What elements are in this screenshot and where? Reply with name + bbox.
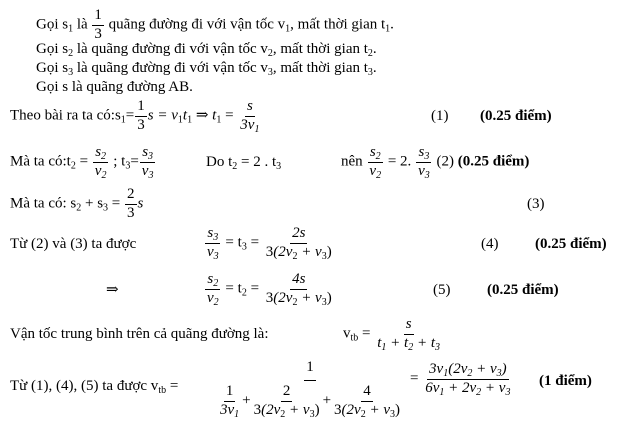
text: 3 [334,401,342,418]
text: = [221,107,238,124]
subscript: 2 [68,48,74,59]
score-final: (1 điểm) [539,373,592,389]
text: = 2 . t [237,154,277,170]
subscript: 2 [241,287,247,299]
text: là quãng đường đi với vận tốc v [73,60,268,76]
subscript: 2 [367,48,373,59]
subscript: 2 [408,341,414,353]
eq-number-5: (5) [433,282,451,298]
subscript: 1 [439,386,445,398]
denominator [238,117,261,134]
text: Theo bài ra ta có:s [10,107,121,124]
numerator: s [404,317,414,335]
subscript: 2 [70,160,76,172]
fraction [252,384,322,419]
subscript: 2 [232,161,238,172]
subscript: 2 [267,48,273,59]
text: = [246,280,263,297]
text: + v [481,379,506,396]
subscript: 1 [443,368,449,379]
text: s [207,225,214,241]
text: Mà ta có: s [10,195,77,212]
text: s [207,271,214,287]
subscript: 2 [101,151,107,162]
text: Do t [206,154,233,170]
text: (2v [261,401,281,418]
text: ) [326,289,332,306]
subscript: 3 [496,368,502,379]
subscript: 3 [367,67,373,78]
denominator [416,163,432,180]
line-10 [343,317,443,352]
line-11-result [410,362,513,397]
text: là [73,16,92,33]
text: Mà ta có:t [10,153,71,170]
subscript: 2 [213,296,219,308]
subscript: 2 [292,250,298,262]
text: = 2. [384,153,416,170]
line-6-nen [341,145,529,180]
score-4: (0.25 điểm) [535,236,607,252]
numerator [416,145,431,163]
score-5: (0.25 điểm) [487,282,559,298]
text: ) [501,361,507,377]
fraction [140,145,156,180]
text: Gọi s là quãng đường AB. [36,79,193,95]
line-8-label: Từ (2) và (3) ta được [10,236,137,252]
text: 3v [220,401,235,418]
eq-number-4: (4) [481,236,499,252]
line-9 [204,272,335,307]
subscript: 3 [505,386,511,398]
line-7 [10,187,143,222]
line-5 [10,99,262,134]
text: = [125,107,135,124]
denominator [205,290,221,307]
subscript: 1 [385,23,391,35]
subscript: 2 [292,296,298,308]
text: . [390,16,394,33]
text: (2v [448,361,468,377]
text: v [94,162,102,179]
denominator [423,380,512,397]
numerator [205,226,220,244]
denominator [264,244,334,261]
fraction [416,145,432,180]
text: = [130,153,139,170]
subscript: 3 [424,151,430,162]
fraction [375,317,442,352]
subscript: 2 [360,408,366,420]
text: v [207,289,214,306]
text: ) [394,401,400,418]
fraction [92,8,104,43]
subscript: 1 [120,114,126,126]
numerator [93,145,108,163]
denominator [93,163,109,180]
subscript: 3 [148,151,154,162]
text: = [75,153,92,170]
subscript: 1 [285,23,291,35]
numerator: 2 [281,384,293,402]
text: v [141,162,149,179]
text: t [212,107,217,124]
numerator: 1 [92,8,104,26]
fraction [367,145,383,180]
subscript: tb [350,332,359,344]
subscript: 3 [213,232,219,243]
text: + v [297,289,322,306]
numerator: 4s [290,272,307,290]
numerator [427,362,509,380]
fraction [93,145,109,180]
denominator [140,163,156,180]
text: + [242,392,251,409]
text: ) [314,401,320,418]
text: 3 [265,243,274,260]
numerator: 1 [224,384,236,402]
numerator: 1 [135,99,147,117]
fraction [125,187,137,222]
text: = [246,234,263,251]
subscript: 3 [68,67,74,78]
denominator: 3 [137,116,145,133]
implies-symbol: ⇒ [195,107,209,124]
score-1: (0.25 điểm) [480,108,552,124]
line-1 [36,8,394,43]
text: , mất thời gian t [272,41,368,57]
numerator [140,145,155,163]
fraction [332,384,402,419]
text: v [418,162,425,179]
eq-number-2: (2) [436,153,454,170]
numerator: 2 [125,187,137,205]
subscript: 3 [321,250,327,262]
line-11 [214,360,406,418]
fraction [205,226,221,261]
denominator [367,163,383,180]
text: = [358,325,375,342]
text: . [372,41,377,57]
text: ; t [109,153,126,170]
line-10-label: Vận tốc trung bình trên cả quãng đường là: [10,326,269,342]
subscript: 3 [321,296,327,308]
subscript: 2 [280,408,286,420]
text: 3 [253,401,262,418]
text: ) [326,243,332,260]
text: nên [341,153,363,170]
text: v [369,162,377,179]
subscript: tb [158,385,167,396]
text: = [410,370,423,387]
subscript: 1 [216,114,222,126]
subscript: 3 [435,341,441,353]
eq-number-1: (1) [431,108,449,124]
line-11-label [10,379,178,394]
subscript: 2 [467,368,473,379]
text: v [207,243,214,260]
text: + t [413,334,436,351]
text: t [182,107,188,124]
subscript: 2 [375,151,381,162]
text: s [137,195,144,212]
numerator: 4 [361,384,373,402]
score-2: (0.25 điểm) [457,153,530,170]
subscript: 1 [381,341,387,353]
line-2 [36,42,377,57]
fraction [135,99,147,134]
subscript: 2 [76,202,82,214]
text: Từ (1), (4), (5) ta được v [10,378,159,394]
text: t [377,334,382,351]
text: + 2v [444,379,477,396]
numerator: s [245,99,255,117]
subscript: 3 [276,161,282,172]
denominator [205,244,221,261]
text: (2v [341,401,361,418]
text: + s [81,195,104,212]
denominator [332,402,402,419]
text: = [108,195,124,212]
subscript: 3 [241,241,247,253]
subscript: 2 [376,169,382,181]
line-3 [36,61,377,76]
text: Gọi s [36,60,69,76]
subscript: 3 [103,202,109,214]
text: + [322,392,332,409]
subscript: 1 [68,23,74,35]
fraction [423,362,512,397]
subscript: 3 [213,250,219,262]
numerator: 2s [290,226,307,244]
fraction [205,272,221,307]
text: + v [297,243,322,260]
text: = [166,378,179,394]
fraction [218,384,241,419]
denominator [264,290,334,307]
text: 3 [265,289,274,306]
subscript: 3 [424,169,430,181]
text: s = v [147,107,178,124]
numerator: 1 [304,360,316,381]
implies-arrow: ⇒ [106,282,119,298]
denominator [218,402,241,419]
subscript: 2 [101,169,107,181]
fraction [264,272,334,307]
denominator [215,381,405,419]
text: 3v [429,361,444,377]
text: 3v [240,116,255,133]
subscript: 2 [213,278,219,289]
text: Gọi s [36,41,69,57]
subscript: 1 [254,123,260,135]
subscript: 3 [125,160,131,172]
eq-number-3: (3) [527,196,545,212]
text: + t [386,334,409,351]
text: s [95,144,102,160]
text: = t [221,234,242,251]
text: (2v [273,243,293,260]
line-4 [36,80,193,95]
text: v [343,325,351,342]
text: = t [221,280,242,297]
big-fraction [215,360,405,418]
numerator [368,145,383,163]
text: + v [472,361,497,377]
text: (2v [273,289,293,306]
denominator: 3 [127,204,135,221]
text: + v [365,401,390,418]
subscript: 3 [309,408,315,420]
text: là quãng đường đi với vận tốc v [73,41,268,57]
subscript: 1 [234,408,240,420]
text: s [142,144,149,160]
denominator [252,402,322,419]
line-8 [204,226,335,261]
numerator [205,272,220,290]
subscript: 1 [187,114,193,126]
text: , mất thời gian t [272,60,368,76]
subscript: 3 [267,67,273,78]
text: , mất thời gian t [290,16,386,33]
subscript: 2 [476,386,482,398]
line-6 [10,145,156,180]
line-6-do [206,155,281,170]
text: 6v [425,379,440,396]
denominator [375,335,442,352]
text: quãng đường đi với vận tốc v [104,16,286,33]
text: + v [285,401,310,418]
text: Gọi s [36,16,69,33]
subscript: 1 [177,114,183,126]
fraction [264,226,334,261]
text: . [372,60,377,76]
subscript: 3 [389,408,395,420]
denominator: 3 [94,25,102,42]
subscript: 3 [148,169,154,181]
text: s [418,144,425,160]
fraction [238,99,261,134]
text: s [369,144,376,160]
